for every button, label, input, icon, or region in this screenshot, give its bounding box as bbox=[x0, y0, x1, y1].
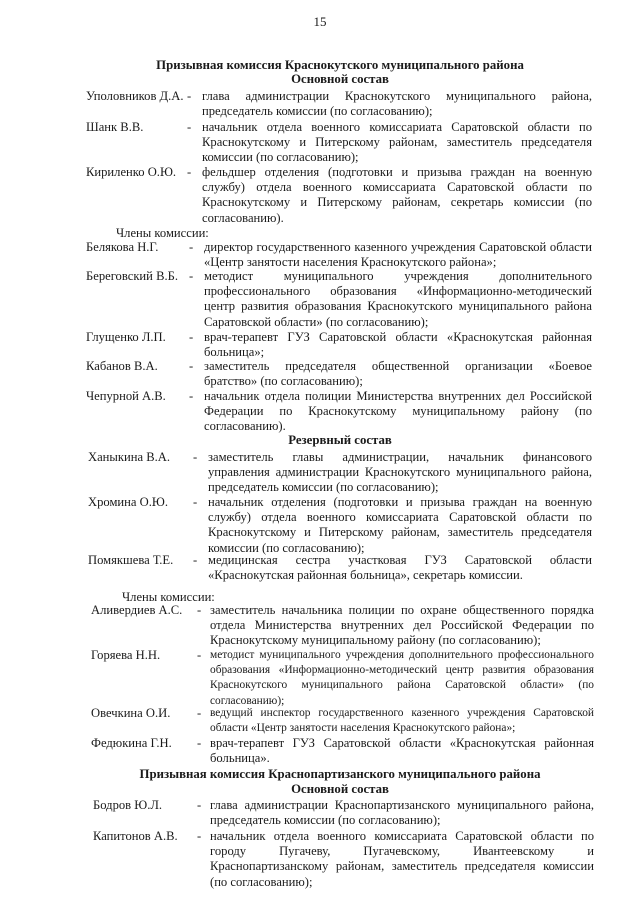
dash-separator: - bbox=[187, 120, 192, 134]
dash-separator: - bbox=[189, 269, 194, 283]
member-position: медицинская сестра участковая ГУЗ Саратовской области «Краснокутская районная больница», секретарь комиссии. bbox=[208, 553, 592, 583]
member-position: методист муниципального учреждения дополнительного профессионального образования «Информационно-методический центр развития образования Краснокутского муниципального района Саратовской области» (по согласованию); bbox=[204, 269, 592, 329]
member-name: Хромина О.Ю. bbox=[88, 495, 168, 509]
dash-separator: - bbox=[187, 165, 192, 179]
member-position: методист муниципального учреждения дополнительного профессионального образования «Информационно-методический центр развития образования Краснокутского муниципального района Саратовской области» (по согласованию); bbox=[210, 649, 594, 707]
dash-separator: - bbox=[189, 330, 194, 344]
member-name: Овечкина О.И. bbox=[91, 706, 171, 720]
reserve-composition-title: Резервный состав bbox=[288, 433, 392, 447]
member-position: глава администрации Краснопартизанского муниципального района, председатель комиссии (по согласованию); bbox=[210, 798, 594, 828]
dash-separator: - bbox=[193, 450, 198, 464]
dash-separator: - bbox=[193, 553, 198, 567]
dash-separator: - bbox=[197, 736, 202, 750]
member-name: Федюкина Г.Н. bbox=[91, 736, 172, 750]
member-position: заместитель председателя общественной организации «Боевое братство» (по согласованию); bbox=[204, 359, 592, 389]
member-name: Бодров Ю.Л. bbox=[93, 798, 163, 812]
member-name: Шанк В.В. bbox=[86, 120, 144, 134]
member-position: заместитель начальника полиции по охране общественного порядка отдела Министерства внутренних дел Российской Федерации по Краснокутскому муниципальному району (по согласованию); bbox=[210, 603, 594, 648]
dash-separator: - bbox=[189, 389, 194, 403]
dash-separator: - bbox=[197, 706, 202, 720]
section-heading-krasnokut: Призывная комиссия Краснокутского муниципального района bbox=[156, 58, 524, 72]
dash-separator: - bbox=[189, 240, 194, 254]
page-number: 15 bbox=[313, 14, 327, 29]
section-heading-krasnopartizansk: Призывная комиссия Краснопартизанского муниципального района bbox=[139, 767, 541, 781]
main-composition-title: Основной состав bbox=[291, 782, 389, 796]
member-position: врач-терапевт ГУЗ Саратовской области «Краснокутская районная больница»; bbox=[204, 330, 592, 360]
member-name: Помякшева Т.Е. bbox=[88, 553, 174, 567]
member-name: Ханыкина В.А. bbox=[88, 450, 171, 464]
member-position: начальник отдела полиции Министерства внутренних дел Российской Федерации по Краснокутскому муниципальному району (по согласованию). bbox=[204, 389, 592, 434]
member-name: Глущенко Л.П. bbox=[86, 330, 166, 344]
member-name: Чепурной А.В. bbox=[86, 389, 166, 403]
member-name: Кабанов В.А. bbox=[86, 359, 158, 373]
member-name: Уполовников Д.А. bbox=[86, 89, 184, 103]
dash-separator: - bbox=[187, 89, 192, 103]
dash-separator: - bbox=[189, 359, 194, 373]
member-position: глава администрации Краснокутского муниципального района, председатель комиссии (по согласованию); bbox=[202, 89, 592, 119]
member-name: Белякова Н.Г. bbox=[86, 240, 159, 254]
members-label: Члены комиссии: bbox=[122, 590, 215, 604]
member-position: начальник отдела военного комиссариата Саратовской области по городу Пугачеву, Пугачевскому, Ивантеевскому и Краснопартизанскому районам, заместитель председателя комиссии (по согласованию); bbox=[210, 829, 594, 889]
member-name: Кириленко О.Ю. bbox=[86, 165, 177, 179]
members-label: Члены комиссии: bbox=[116, 226, 209, 240]
member-position: начальник отделения (подготовки и призыва граждан на военную службу) отдела военного комиссариата Саратовской области по Краснокутскому и Питерскому районам, заместитель председателя комиссии (по согласованию); bbox=[208, 495, 592, 555]
member-position: врач-терапевт ГУЗ Саратовской области «Краснокутская районная больница». bbox=[210, 736, 594, 766]
member-name: Горяева Н.Н. bbox=[91, 648, 161, 662]
member-position: начальник отдела военного комиссариата Саратовской области по Краснокутскому и Питерскому районам, заместитель председателя комиссии (по согласованию); bbox=[202, 120, 592, 165]
member-position: директор государственного казенного учреждения Саратовской области «Центр занятости населения Краснокутского района»; bbox=[204, 240, 592, 270]
member-name: Береговский В.Б. bbox=[86, 269, 178, 283]
member-position: ведущий инспектор государственного казенного учреждения Саратовской области «Центр занятости населения Краснокутского района»; bbox=[210, 707, 594, 735]
dash-separator: - bbox=[197, 648, 202, 662]
member-name: Капитонов А.В. bbox=[93, 829, 178, 843]
main-composition-title: Основной состав bbox=[291, 72, 389, 86]
dash-separator: - bbox=[197, 829, 202, 843]
member-position: заместитель главы администрации, начальник финансового управления администрации Краснокутского муниципального района, председатель комиссии (по согласованию); bbox=[208, 450, 592, 495]
member-position: фельдшер отделения (подготовки и призыва граждан на военную службу) отдела военного комиссариата Саратовской области по Краснокутскому и Питерскому районам, секретарь комиссии (по согласованию). bbox=[202, 165, 592, 225]
dash-separator: - bbox=[193, 495, 198, 509]
member-name: Аливердиев А.С. bbox=[91, 603, 183, 617]
dash-separator: - bbox=[197, 798, 202, 812]
dash-separator: - bbox=[197, 603, 202, 617]
